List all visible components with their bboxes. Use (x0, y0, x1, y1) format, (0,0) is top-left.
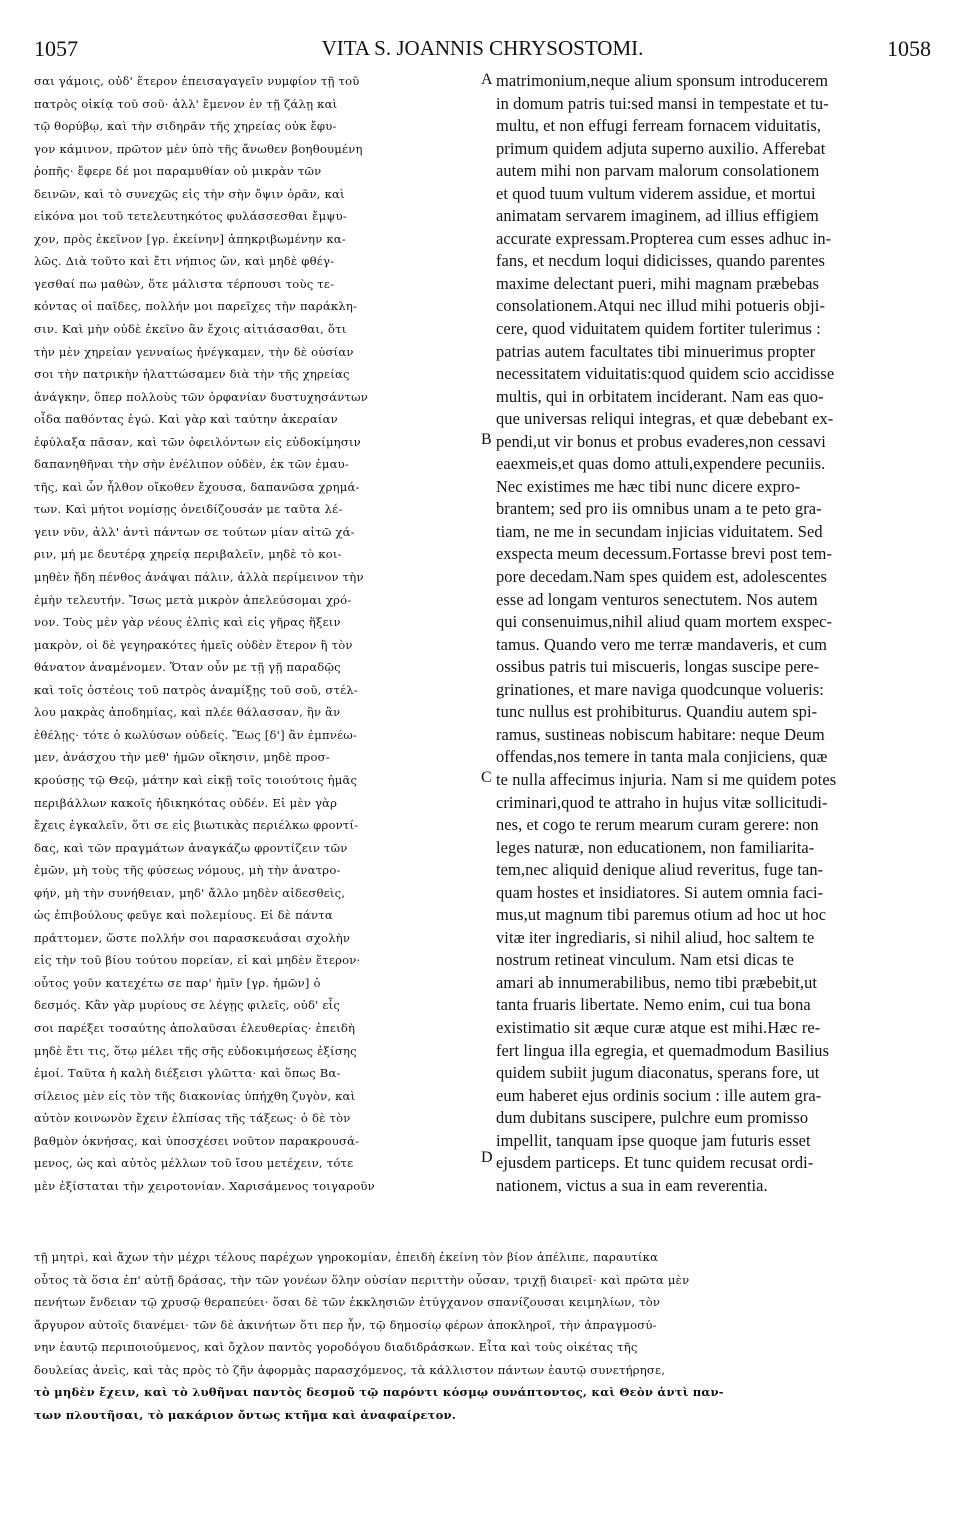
latin-line: et quod tuum vultum viderem assidue, et mortui (496, 183, 816, 203)
greek-line: λου μακρὰς ἀποδημίας, καὶ πλέε θάλασσαν, ἣν ἂν (34, 705, 341, 720)
latin-line: amari ab innumerabilibus, nemo tibi præbebit,ut (496, 972, 818, 992)
latin-line: que universas reliqui integras, et quæ debebant ex- (496, 409, 834, 429)
greek-line: αὐτὸν κοινωνὸν ἔχειν ἐλπίσας τῆς τάξεως· ὁ δὲ τὸν (34, 1111, 351, 1126)
greek-line: ἔχεις ἐγκαλεῖν, ὅτι σε εἰς βιωτικὰς περιέλκω φροντί- (34, 818, 359, 833)
latin-line: tem,nec aliquid denique aliud reveritus, fuge tan- (496, 860, 824, 880)
greek-line: θάνατον ἀναμένομεν. Ὅταν οὖν με τῇ γῇ παραδῷς (34, 660, 341, 675)
greek-line: σοι παρέξει τοσαύτης ἀπολαῦσαι ἐλευθερίας· ἐπειδὴ (34, 1020, 356, 1035)
latin-line: fans, et necdum loqui didicisses, quando parentes (496, 251, 825, 271)
latin-line: cere, quod viduitatem quidem fortiter tulerimus : (496, 319, 821, 339)
greek-line: σιν. Καὶ μὴν οὐδὲ ἐκεῖνο ἂν ἔχοις αἰτιάσασθαι, ὅτι (34, 322, 347, 337)
latin-line: tamus. Quando vero me terræ mandaveris, et cum (496, 634, 827, 654)
greek-line: κόντας οἱ παῖδες, πολλήν μοι παρεῖχες τὴν παράκλη- (34, 299, 358, 314)
latin-line: nostrum retineat vinculum. Nam etsi dicas te (496, 950, 794, 970)
latin-line: ossibus patris tui miscueris, longas suscipe pere- (496, 657, 820, 677)
latin-line: impellit, tanquam ipse quoque jam futuris esset (496, 1130, 811, 1150)
full-line: πενήτων ἔνδειαν τῷ χρυσῷ θεραπεύει· ὅσαι δὲ τῶν ἐκκλησιῶν ἐτύγχανον σπανίζουσαι κειμηλίων, τὸν (34, 1295, 661, 1310)
greek-line: ἐμῶν, μὴ τοὺς τῆς φύσεως νόμους, μὴ τὴν ἀνατρο- (34, 863, 341, 878)
page-number-right: 1058 (887, 36, 931, 61)
greek-line: ὡς ἐπιβούλους φεῦγε καὶ πολεμίους. Εἰ δὲ πάντα (34, 908, 333, 923)
latin-line: consolationem.Atqui nec illud mihi potueris obji- (496, 296, 826, 316)
latin-line: grinationes, et mare naviga quodcunque volueris: (496, 679, 824, 699)
greek-line: εἰκόνα μοι τοῦ τετελευτηκότος φυλάσσεσθαι ἔμψυ- (34, 209, 347, 224)
greek-line: ἐμοί. Ταῦτα ἡ καλὴ διέξεισι γλῶττα· καὶ ὅπως Βα- (34, 1066, 341, 1081)
latin-line: quidem subiit jugum diaconatus, sperans fore, ut (496, 1063, 820, 1083)
latin-line: vitæ iter ingrediaris, si nihil aliud, hoc saltem te (496, 927, 815, 947)
greek-line: ἐμὴν τελευτήν. Ἴσως μετὰ μικρὸν ἀπελεύσομαι χρό- (34, 592, 352, 607)
latin-line: criminari,quod te attraho in hujus vitæ sollicitudi- (496, 792, 828, 812)
latin-line: autem mihi non parvam malorum consolationem (496, 161, 820, 181)
full-line: ἄργυρον αὐτοῖς διανέμει· τῶν δὲ ἀκινήτων ὅτι περ ἦν, τῷ δημοσίῳ φέρων ἀποκληροῖ, τὴν ἀπραγμοσύ- (34, 1317, 657, 1332)
latin-line: quam hostes et insidiatores. Si autem omnia faci- (496, 882, 824, 902)
greek-line: γον κάμινον, πρῶτον μὲν ὑπὸ τῆς ἄνωθεν βοηθουμένη (34, 141, 363, 156)
greek-line: τῷ θορύβῳ, καὶ τὴν σιδηρᾶν τῆς χηρείας οὐκ ἔφυ- (34, 119, 337, 134)
greek-line: λῶς. Διὰ τοῦτο καὶ ἔτι νήπιος ὤν, καὶ μηδὲ φθέγ- (34, 254, 335, 269)
greek-line: γειν νῦν, ἀλλ' ἀντὶ πάντων σε τούτων μίαν αἰτῶ χά- (34, 524, 355, 539)
section-marker-b: B (481, 431, 492, 448)
latin-line: nationem, victus a sua in eam reverentia. (496, 1175, 768, 1195)
latin-line: matrimonium,neque alium sponsum introducerem (496, 71, 829, 90)
greek-line: οὗτος γοῦν κατεχέτω σε παρ' ἡμῖν [γρ. ἡμῶν] ὁ (34, 975, 321, 990)
latin-line: maxime delectant pueri, mihi magnam præbebas (496, 273, 820, 293)
greek-line: δεινῶν, καὶ τὸ συνεχῶς εἰς τὴν σὴν ὄψιν ὁρᾶν, καὶ (34, 186, 345, 201)
full-line: οὗτος τὰ ὅσια ἐπ' αὐτῇ δράσας, τὴν τῶν γονέων ὅλην οὐσίαν περιττὴν οὖσαν, τριχῇ διαιρεῖ· καὶ πρῶτα μὲν (34, 1272, 690, 1287)
greek-line: σαι γάμοις, οὐδ' ἕτερον ἐπεισαγαγεῖν νυμφίον τῇ τοῦ (34, 74, 360, 88)
greek-line: μεν, ἀνάσχου τὴν μεθ' ἡμῶν οἴκησιν, μηδὲ προσ- (34, 750, 330, 765)
greek-column (34, 70, 484, 1197)
latin-line: Nec existimes me hæc tibi nunc dicere expro- (496, 476, 801, 496)
greek-line: ἐφύλαξα πᾶσαν, καὶ τῶν ὀφειλόντων εἰς εὐδοκίμησιν (34, 434, 361, 449)
greek-line: καὶ τοῖς ὀστέοις τοῦ πατρὸς ἀναμίξῃς τοῦ σοῦ, στέλ- (34, 682, 358, 697)
latin-line: te nulla affecimus injuria. Nam si me quidem potes (496, 769, 837, 789)
latin-column (496, 70, 926, 1197)
latin-line: eaexmeis,et quas domo attuli,expendere pecuniis. (496, 454, 826, 474)
greek-line: πατρὸς οἰκίᾳ τοῦ σοῦ· ἀλλ' ἔμενον ἐν τῇ ζάλῃ καὶ (34, 96, 338, 111)
latin-line: patrias autem facultates tibi minuerimus propter (496, 341, 816, 361)
latin-line: accurate expressam.Propterea cum esses adhuc in- (496, 228, 832, 248)
latin-line: tunc nullus est prohibiturus. Quandiu autem spi- (496, 702, 818, 722)
latin-line: mus,ut magnum tibi paremus otium ad hoc ut hoc (496, 905, 827, 925)
latin-line: offendas,nos temere in tanta mala conjiciens, quæ (496, 747, 828, 767)
running-header (34, 36, 931, 62)
latin-line: primum quidem adjuta superno auxilio. Afferebat (496, 138, 826, 158)
latin-line: esse ad longam venturos senectutem. Nos autem (496, 589, 818, 609)
latin-line: existimatio sit æque curæ atque est mihi.Hæc re- (496, 1017, 821, 1037)
greek-line: ῥοπῆς· ἔφερε δέ μοι παραμυθίαν οὐ μικρὰν τῶν (34, 164, 322, 179)
greek-line: ριν, μή με δευτέρᾳ χηρείᾳ περιβαλεῖν, μηδὲ τὸ κοι- (34, 547, 342, 562)
greek-line: γεσθαί πω μαθὼν, ὅτε μάλιστα τέρπουσι τοὺς τε- (34, 276, 335, 291)
greek-line: ἐθέλῃς· τότε ὁ κωλύσων οὐδείς. Ἕως [δ'] ἂν ἐμπνέω- (34, 727, 358, 742)
greek-line: των. Καὶ μήτοι νομίσῃς ὀνειδίζουσάν με ταῦτα λέ- (34, 502, 343, 517)
greek-line: φήν, μὴ τὴν συνήθειαν, μηδ' ἄλλο μηδὲν αἰδεσθεὶς, (34, 885, 346, 900)
latin-line: ramus, sustineas nobiscum habitare: neque Deum (496, 724, 825, 744)
latin-line: eum haberet ejus ordinis socium : ille autem gra- (496, 1085, 822, 1105)
latin-line: brantem; sed pro iis omnibus unam a te peto gra- (496, 499, 822, 519)
latin-line: ejusdem particeps. Et tunc quidem recusat ordi- (496, 1153, 814, 1173)
greek-line: τῆς, καὶ ὧν ἦλθον οἴκοθεν ἔχουσα, δαπανῶσα χρημά- (34, 479, 360, 494)
full-line: νην ἑαυτῷ περιποιούμενος, καὶ ὄχλον παντὸς γοροδόγου διαδιδράσκων. Εἶτα καὶ τοὺς οἰκέτας τῆς (34, 1340, 638, 1355)
full-width-text (34, 1246, 934, 1426)
full-line: τῇ μητρὶ, καὶ ἄχων τὴν μέχρι τέλους παρέχων γηροκομίαν, ἐπειδὴ ἐκείνη τὸν βίον ἀπέλιπε, παραυτίκα (34, 1250, 659, 1264)
latin-line: nes, et cogo te rerum mearum curam gerere: non (496, 815, 819, 835)
latin-line: tiam, ne me in secundam injicias viduitatem. Sed (496, 521, 823, 541)
greek-line: τὴν μὲν χηρείαν γενναίως ἠνέγκαμεν, τὴν δὲ οὐσίαν (34, 344, 354, 359)
greek-line: ἀνάγκην, ὅπερ πολλοὺς τῶν ὀρφανίαν δυστυχησάντων (34, 389, 369, 404)
latin-line: pore decedam.Nam spes quidem est, adolescentes (496, 567, 827, 587)
greek-line: δεσμός. Κἂν γὰρ μυρίους σε λέγῃς φιλεῖς, οὐδ' εἷς (34, 998, 341, 1013)
greek-line: εἰς τὴν τοῦ βίου τούτου πορείαν, εἰ καὶ μηδὲν ἕτερον· (34, 953, 361, 968)
latin-line: animatam servarem imaginem, ad illius effigiem (496, 206, 819, 226)
greek-line: σοι τὴν πατρικὴν ἠλαττώσαμεν διὰ τὴν τῆς χηρείας (34, 367, 350, 382)
greek-line: δας, καὶ τῶν πραγμάτων ἀναγκάζω φροντίζειν τῶν (34, 840, 348, 855)
section-marker-c: C (481, 769, 492, 786)
latin-line: exspecta meum decessum.Fortasse brevi post tem- (496, 544, 833, 564)
latin-line: multu, et non effugi ferream fornacem viduitatis, (496, 116, 822, 136)
greek-line: δαπανηθῆναι τὴν σὴν ἐνέλιπον οὐδὲν, ἐκ τῶν ἐμαυ- (34, 457, 350, 472)
latin-line: in domum patris tui:sed mansi in tempestate et tu- (496, 93, 829, 113)
section-marker-d: D (481, 1149, 493, 1166)
latin-line: multis, qui in orbitatem inciderant. Nam eas quo- (496, 386, 824, 406)
greek-line: οἶδα παθόντας ἐγώ. Καὶ γὰρ καὶ ταύτην ἀκεραίαν (34, 412, 338, 427)
full-line: των πλουτῆσαι, τὸ μακάριον ὄντως κτῆμα καὶ ἀναφαίρετον. (34, 1407, 457, 1422)
running-title: VITA S. JOANNIS CHRYSOSTOMI. (321, 36, 644, 60)
greek-line: βαθμὸν ὀκνήσας, καὶ ὑποσχέσει νοῦτον παρακρουσά- (34, 1133, 360, 1148)
greek-line: σίλειος μὲν εἰς τὸν τῆς διακονίας ὑπήχθη ζυγὸν, καὶ (34, 1088, 356, 1103)
greek-line: νον. Τοὺς μὲν γὰρ νέους ἐλπὶς καὶ εἰς γῆρας ἥξειν (34, 615, 341, 630)
greek-line: μηδὲ ἔτι τις, ὅτῳ μέλει τῆς σῆς εὐδοκιμήσεως ἐξίσης (34, 1043, 357, 1058)
latin-line: dum dubitans suscipere, pulchre eum promisso (496, 1108, 809, 1128)
greek-line: μηθὲν ἤδη πένθος ἀνάψαι πάλιν, ἀλλὰ περίμεινον τὴν (34, 570, 364, 585)
greek-line: μὲν ἐξίσταται τὴν χειροτονίαν. Χαρισάμενος τοιγαροῦν (34, 1178, 375, 1193)
latin-line: qui consenuimus,nihil aliud quam mortem exspec- (496, 612, 833, 632)
section-marker-a: A (481, 71, 493, 88)
latin-line: tanta fruaris libertate. Nemo enim, cui tua bona (496, 995, 811, 1015)
greek-line: χον, πρὸς ἐκεῖνον [γρ. ἐκείνην] ἀπηκριβωμένην κα- (34, 231, 346, 246)
latin-line: fert lingua illa egregia, et quemadmodum Basilius (496, 1040, 830, 1060)
full-line: τὸ μηδὲν ἔχειν, καὶ τὸ λυθῆναι παντὸς δεσμοῦ τῷ παρόντι κόσμῳ συνάπτοντος, καὶ Θεὸν ἀντὶ παν- (34, 1385, 724, 1400)
latin-line: necessitatem viduitatis:quod quidem scio accidisse (496, 364, 835, 384)
greek-line: κρούσῃς τῷ Θεῷ, μάτην καὶ εἰκῇ τοῖς τοιούτοις ἡμᾶς (34, 772, 358, 787)
latin-line: leges naturæ, non educationem, non familiarita- (496, 837, 815, 857)
greek-line: περιβάλλων κακοῖς ἠδικηκότας οὐδέν. Εἰ μὲν γὰρ (34, 795, 338, 810)
greek-line: μενος, ὡς καὶ αὐτὸς μέλλων τοῦ ἴσου μετέχειν, τότε (34, 1156, 354, 1171)
latin-line: pendi,ut vir bonus et probus evaderes,non cessavi (496, 431, 826, 451)
greek-line: μακρὸν, οἱ δὲ γεγηρακότες ἡμεῖς οὐδὲν ἕτερον ἢ τὸν (34, 637, 353, 652)
greek-line: πράττομεν, ὥστε πολλήν σοι παρασκευάσαι σχολὴν (34, 930, 351, 945)
page-number-left: 1057 (34, 36, 78, 61)
full-line: δουλείας ἀνεὶς, καὶ τὰς πρὸς τὸ ζῆν ἀφορμὰς παρασχόμενος, τὰ κάλλιστον πάντων ἑαυτῷ συνετήρησε, (34, 1362, 666, 1377)
